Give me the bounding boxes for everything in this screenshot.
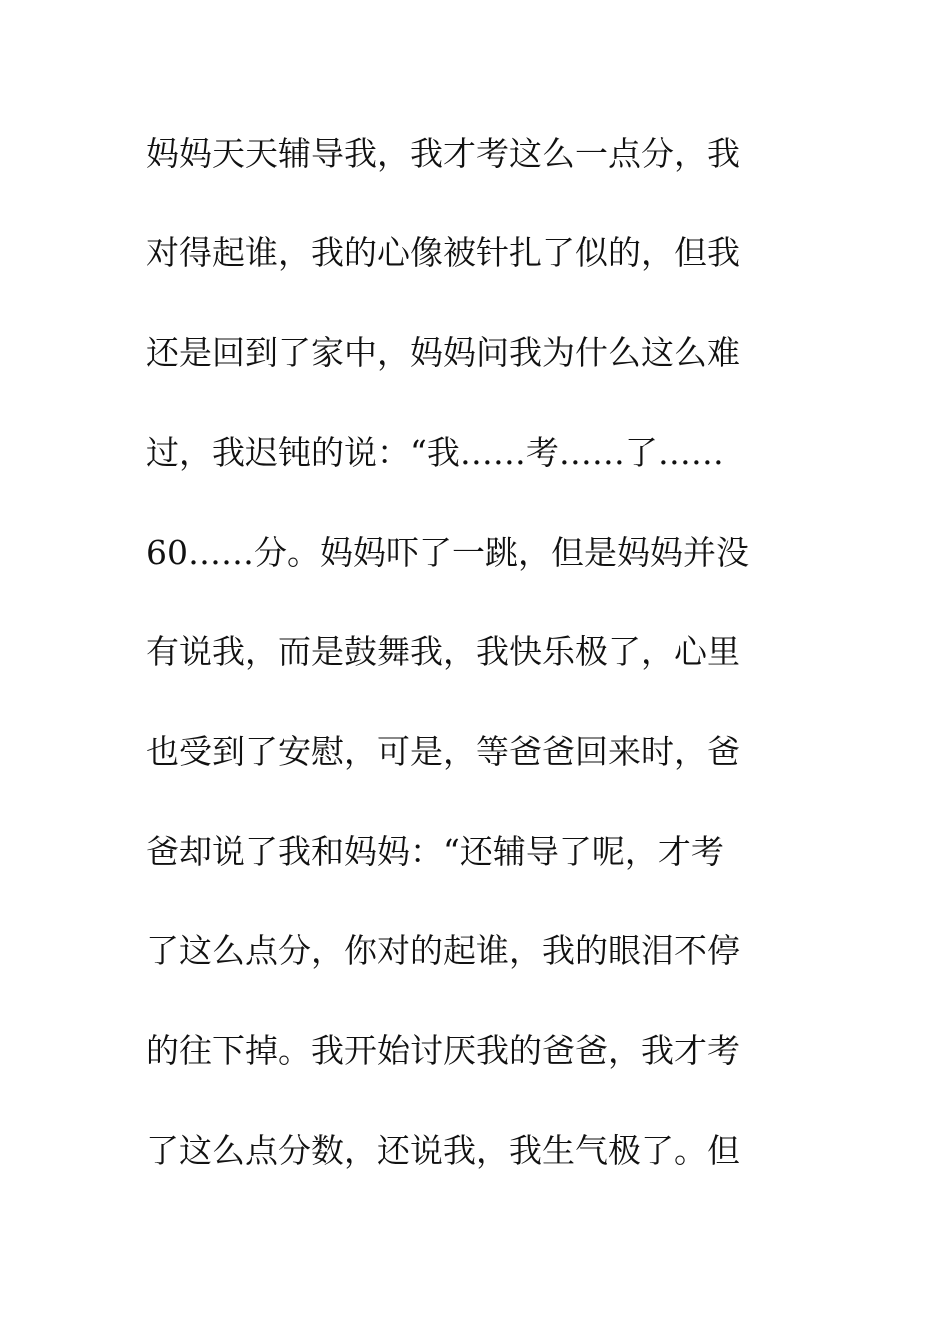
paragraph-line: 了这么点分，你对的起谁，我的眼泪不停 — [146, 931, 740, 970]
paragraph-line: 过，我迟钝的说：“我……考……了…… — [146, 433, 724, 472]
paragraph-line: 还是回到了家中，妈妈问我为什么这么难 — [146, 333, 740, 372]
paragraph-line: 爸却说了我和妈妈：“还辅导了呢，才考 — [146, 832, 724, 871]
paragraph-line: 也受到了安慰，可是，等爸爸回来时，爸 — [146, 732, 740, 771]
paragraph-line: 对得起谁，我的心像被针扎了似的，但我 — [146, 233, 740, 272]
paragraph-line: 妈妈天天辅导我，我才考这么一点分，我 — [146, 134, 740, 173]
paragraph-line: 60……分。妈妈吓了一跳，但是妈妈并没 — [146, 533, 749, 572]
paragraph-line: 有说我，而是鼓舞我，我快乐极了，心里 — [146, 632, 740, 671]
paragraph-line: 了这么点分数，还说我，我生气极了。但 — [146, 1131, 740, 1170]
paragraph-line: 的往下掉。我开始讨厌我的爸爸，我才考 — [146, 1031, 740, 1070]
